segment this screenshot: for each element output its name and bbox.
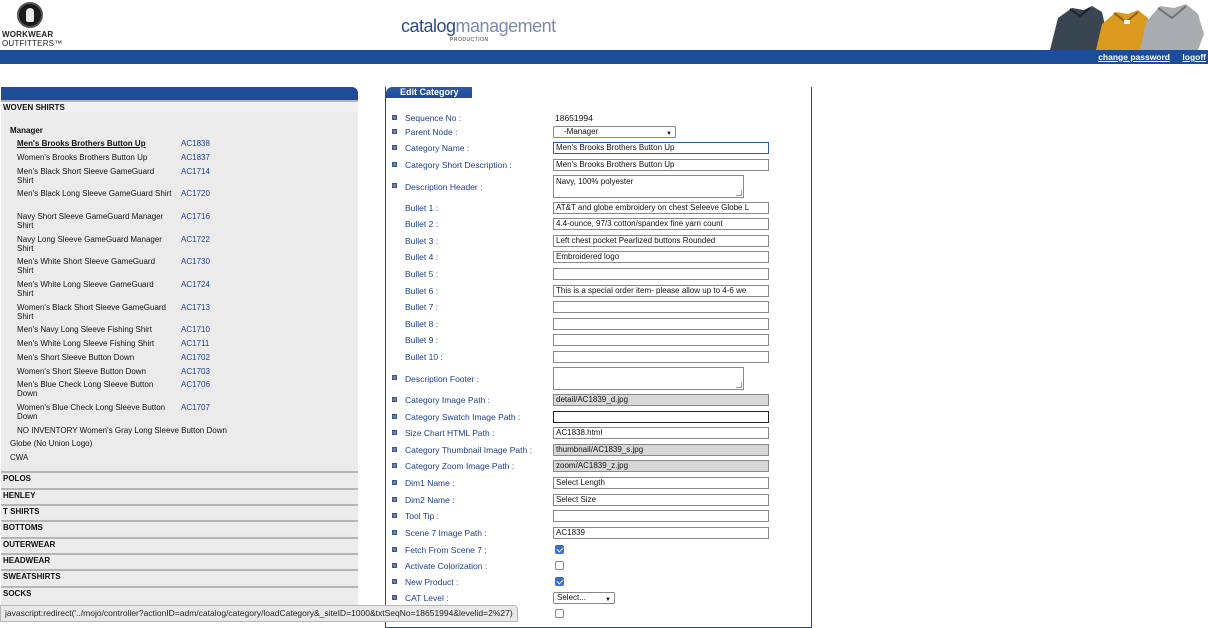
description-header-textarea[interactable]: Navy, 100% polyester (553, 175, 744, 198)
section-outerwear[interactable]: OUTERWEAR (1, 537, 358, 549)
fetch-scene7-checkbox[interactable] (555, 545, 564, 554)
group-cwa[interactable]: CWA (10, 453, 29, 462)
top-links (1088, 52, 1206, 62)
bullet-icon (392, 547, 397, 552)
bullet-icon (392, 595, 397, 600)
bullet-icon (392, 513, 397, 518)
tree-item-code[interactable]: AC1714 (181, 167, 210, 176)
bullet-input[interactable] (553, 334, 769, 346)
field-label: Scene 7 Image Path : (405, 528, 487, 538)
field-label: Dim2 Name : (405, 495, 455, 505)
bullet-input[interactable]: This is a special order item- please allow up to 4-6 we (553, 285, 769, 297)
field-label: Bullet 4 : (405, 252, 439, 262)
tree-item-code[interactable]: AC1706 (181, 380, 210, 389)
tree-item[interactable]: Men's White Long Sleeve Fishing Shirt (17, 339, 155, 348)
extra-checkbox[interactable] (555, 609, 564, 618)
bullet-input[interactable] (553, 268, 769, 280)
browser-status-bar: javascript:redirect('../mojo/controller?actionID=adm/catalog/category/loadCategory&_siteID=1000&txtSeqNo=18651994&levelid=2%27) (0, 605, 518, 622)
tree-item[interactable]: Men's Blue Check Long Sleeve Button Down (17, 380, 154, 398)
tree-item-code[interactable]: AC1707 (181, 403, 210, 412)
section-woven-shirts[interactable]: WOVEN SHIRTS (1, 100, 358, 112)
tree-item[interactable]: Women's Blue Check Long Sleeve Button Down (17, 403, 166, 421)
section-polos[interactable]: POLOS (1, 471, 358, 483)
shirts-photo-icon (1040, 0, 1208, 50)
zoom-path-input[interactable]: zoom/AC1839_z.jpg (553, 460, 769, 472)
tree-item[interactable]: Men's Brooks Brothers Button Up (17, 139, 146, 148)
field-label: Tool Tip : (405, 511, 440, 521)
bullet-icon (392, 497, 397, 502)
section-henley[interactable]: HENLEY (1, 488, 358, 500)
field-label: Bullet 3 : (405, 236, 439, 246)
tree-item-code[interactable]: AC1722 (181, 235, 210, 244)
field-label: New Product : (405, 577, 459, 587)
tree-item-code[interactable]: AC1716 (181, 212, 210, 221)
bullet-icon (392, 447, 397, 452)
bullet-icon (392, 563, 397, 568)
group-manager[interactable]: Manager (10, 126, 43, 135)
dim1-input[interactable]: Select Length (553, 477, 769, 489)
change-password-link[interactable]: change password (1098, 52, 1171, 62)
tree-item[interactable]: Men's Short Sleeve Button Down (17, 353, 135, 362)
new-product-checkbox[interactable] (555, 577, 564, 586)
brand-logo (2, 2, 72, 50)
cat-level-value: Select... (557, 593, 586, 602)
field-label: Bullet 8 : (405, 319, 439, 329)
tree-item[interactable]: Navy Long Sleeve GameGuard Manager Shirt (17, 235, 162, 253)
cat-level-select[interactable] (553, 592, 615, 604)
bullet-icon (392, 414, 397, 419)
field-label: Bullet 5 : (405, 269, 439, 279)
top-nav-bar (0, 50, 1208, 64)
bullet-input[interactable]: Left chest pocket Pearlized buttons Rounded (553, 235, 769, 247)
tree-item[interactable]: Women's Short Sleeve Button Down (17, 367, 146, 376)
app-title-a: catalog (401, 16, 456, 36)
bullet-icon (392, 145, 397, 150)
thumbnail-path-input[interactable]: thumbnail/AC1839_s.jpg (553, 444, 769, 456)
field-label: Category Image Path : (405, 395, 491, 405)
tree-item[interactable]: Navy Short Sleeve GameGuard Manager Shirt (17, 212, 164, 230)
tree-item[interactable]: Men's White Long Sleeve GameGuard Shirt (17, 280, 154, 298)
short-description-input[interactable]: Men's Brooks Brothers Button Up (553, 159, 769, 171)
bullet-input[interactable] (553, 318, 769, 330)
bullet-icon (392, 162, 397, 167)
logo-line1: WORKWEAR (2, 30, 54, 39)
section-socks[interactable]: SOCKS (1, 586, 358, 598)
field-label: Fetch From Scene 7 : (405, 545, 487, 555)
chevron-down-icon: ▼ (605, 597, 611, 603)
section-sweatshirts[interactable]: SWEATSHIRTS (1, 569, 358, 581)
tree-item[interactable]: Men's Navy Long Sleeve Fishing Shirt (17, 325, 152, 334)
dim2-input[interactable]: Select Size (553, 494, 769, 506)
image-path-input[interactable]: detail/AC1839_d.jpg (553, 394, 769, 406)
section-t-shirts[interactable]: T SHIRTS (1, 504, 358, 516)
category-tree (1, 100, 358, 620)
tree-item[interactable]: NO INVENTORY Women's Gray Long Sleeve Button Down (17, 426, 227, 435)
field-label: CAT Level : (405, 593, 449, 603)
bullet-icon (392, 480, 397, 485)
group-globe[interactable]: Globe (No Union Logo) (10, 439, 93, 448)
bullet-input[interactable] (553, 301, 769, 313)
field-label: Bullet 9 : (405, 335, 439, 345)
field-label: Category Thumbnail Image Path : (405, 445, 532, 455)
bullet-icon (392, 129, 397, 134)
bullet-icon (392, 530, 397, 535)
logo-text (2, 30, 62, 48)
tree-item-code[interactable]: AC1702 (181, 353, 210, 362)
bullet-input[interactable]: AT&T and globe embroidery on chest Seleeve Globe L (553, 202, 769, 214)
bullet-icon (392, 579, 397, 584)
field-label: Description Footer : (405, 374, 480, 384)
tree-item-code[interactable]: AC1837 (181, 153, 210, 162)
bullet-icon (392, 397, 397, 402)
tree-item[interactable]: Men's Black Long Sleeve GameGuard Shirt (17, 189, 172, 198)
chevron-down-icon: ▼ (666, 131, 672, 137)
tree-item[interactable]: Women's Brooks Brothers Button Up (17, 153, 148, 162)
panel-title: Edit Category (400, 87, 463, 97)
field-label: Category Short Description : (405, 160, 512, 170)
field-label: Bullet 10 : (405, 352, 443, 362)
scene7-path-input[interactable]: AC1839 (553, 527, 769, 539)
bullet-input[interactable] (553, 351, 769, 363)
sequence-value: 18651994 (555, 113, 593, 123)
field-label: Bullet 6 : (405, 286, 439, 296)
logo-icon (17, 2, 43, 28)
logo-line2: OUTFITTERS™ (2, 39, 63, 48)
field-label: Sequence No : (405, 113, 462, 123)
tree-header (1, 87, 358, 100)
app-title (401, 16, 556, 37)
field-label: Dim1 Name : (405, 478, 455, 488)
colorization-checkbox[interactable] (555, 561, 564, 570)
field-label: Bullet 1 : (405, 203, 439, 213)
parent-node-select[interactable] (553, 126, 676, 138)
bullet-icon (392, 183, 397, 188)
field-label: Parent Node : (405, 127, 458, 137)
tree-item-code[interactable]: AC1838 (181, 139, 210, 148)
bullet-icon (392, 375, 397, 380)
category-name-input[interactable]: Men's Brooks Brothers Button Up (553, 142, 769, 154)
bullet-icon (392, 115, 397, 120)
tree-item-code[interactable]: AC1710 (181, 325, 210, 334)
logoff-link[interactable]: logoff (1182, 52, 1206, 62)
tree-item-code[interactable]: AC1711 (181, 339, 210, 348)
tooltip-input[interactable] (553, 510, 769, 522)
parent-node-value: -Manager (564, 127, 599, 136)
bullet-input[interactable]: 4.4-ounce, 97/3 cotton/spandex fine yarn count (553, 218, 769, 230)
section-headwear[interactable]: HEADWEAR (1, 553, 358, 565)
field-label: Category Zoom Image Path : (405, 461, 515, 471)
field-label: Category Name : (405, 143, 470, 153)
field-label: Bullet 7 : (405, 302, 439, 312)
field-label: Description Header : (405, 182, 483, 192)
size-chart-input[interactable]: AC1838.html (553, 427, 769, 439)
tree-item-code[interactable]: AC1713 (181, 303, 210, 312)
tree-item-code[interactable]: AC1724 (181, 280, 210, 289)
section-bottoms[interactable]: BOTTOMS (1, 520, 358, 532)
field-label: Bullet 2 : (405, 219, 439, 229)
tree-item-code[interactable]: AC1730 (181, 257, 210, 266)
field-label: Activate Colorization : (405, 561, 488, 571)
bullet-input[interactable]: Embroidered logo (553, 251, 769, 263)
tree-item-code[interactable]: AC1720 (181, 189, 210, 198)
bullet-icon (392, 430, 397, 435)
app-env-label: PRODUCTION (450, 37, 489, 43)
tree-item[interactable]: Men's Black Short Sleeve GameGuard Shirt (17, 167, 155, 185)
tree-item[interactable]: Men's White Short Sleeve GameGuard Shirt (17, 257, 156, 275)
swatch-path-input[interactable] (553, 411, 769, 423)
app-title-b: management (455, 16, 556, 36)
edit-category-header (386, 87, 810, 98)
description-footer-textarea[interactable] (553, 367, 744, 390)
tree-item-code[interactable]: AC1703 (181, 367, 210, 376)
tree-item[interactable]: Women's Black Short Sleeve GameGuard Shirt (17, 303, 166, 321)
field-label: Category Swatch Image Path : (405, 412, 521, 422)
field-label: Size Chart HTML Path : (405, 428, 495, 438)
bullet-icon (392, 463, 397, 468)
